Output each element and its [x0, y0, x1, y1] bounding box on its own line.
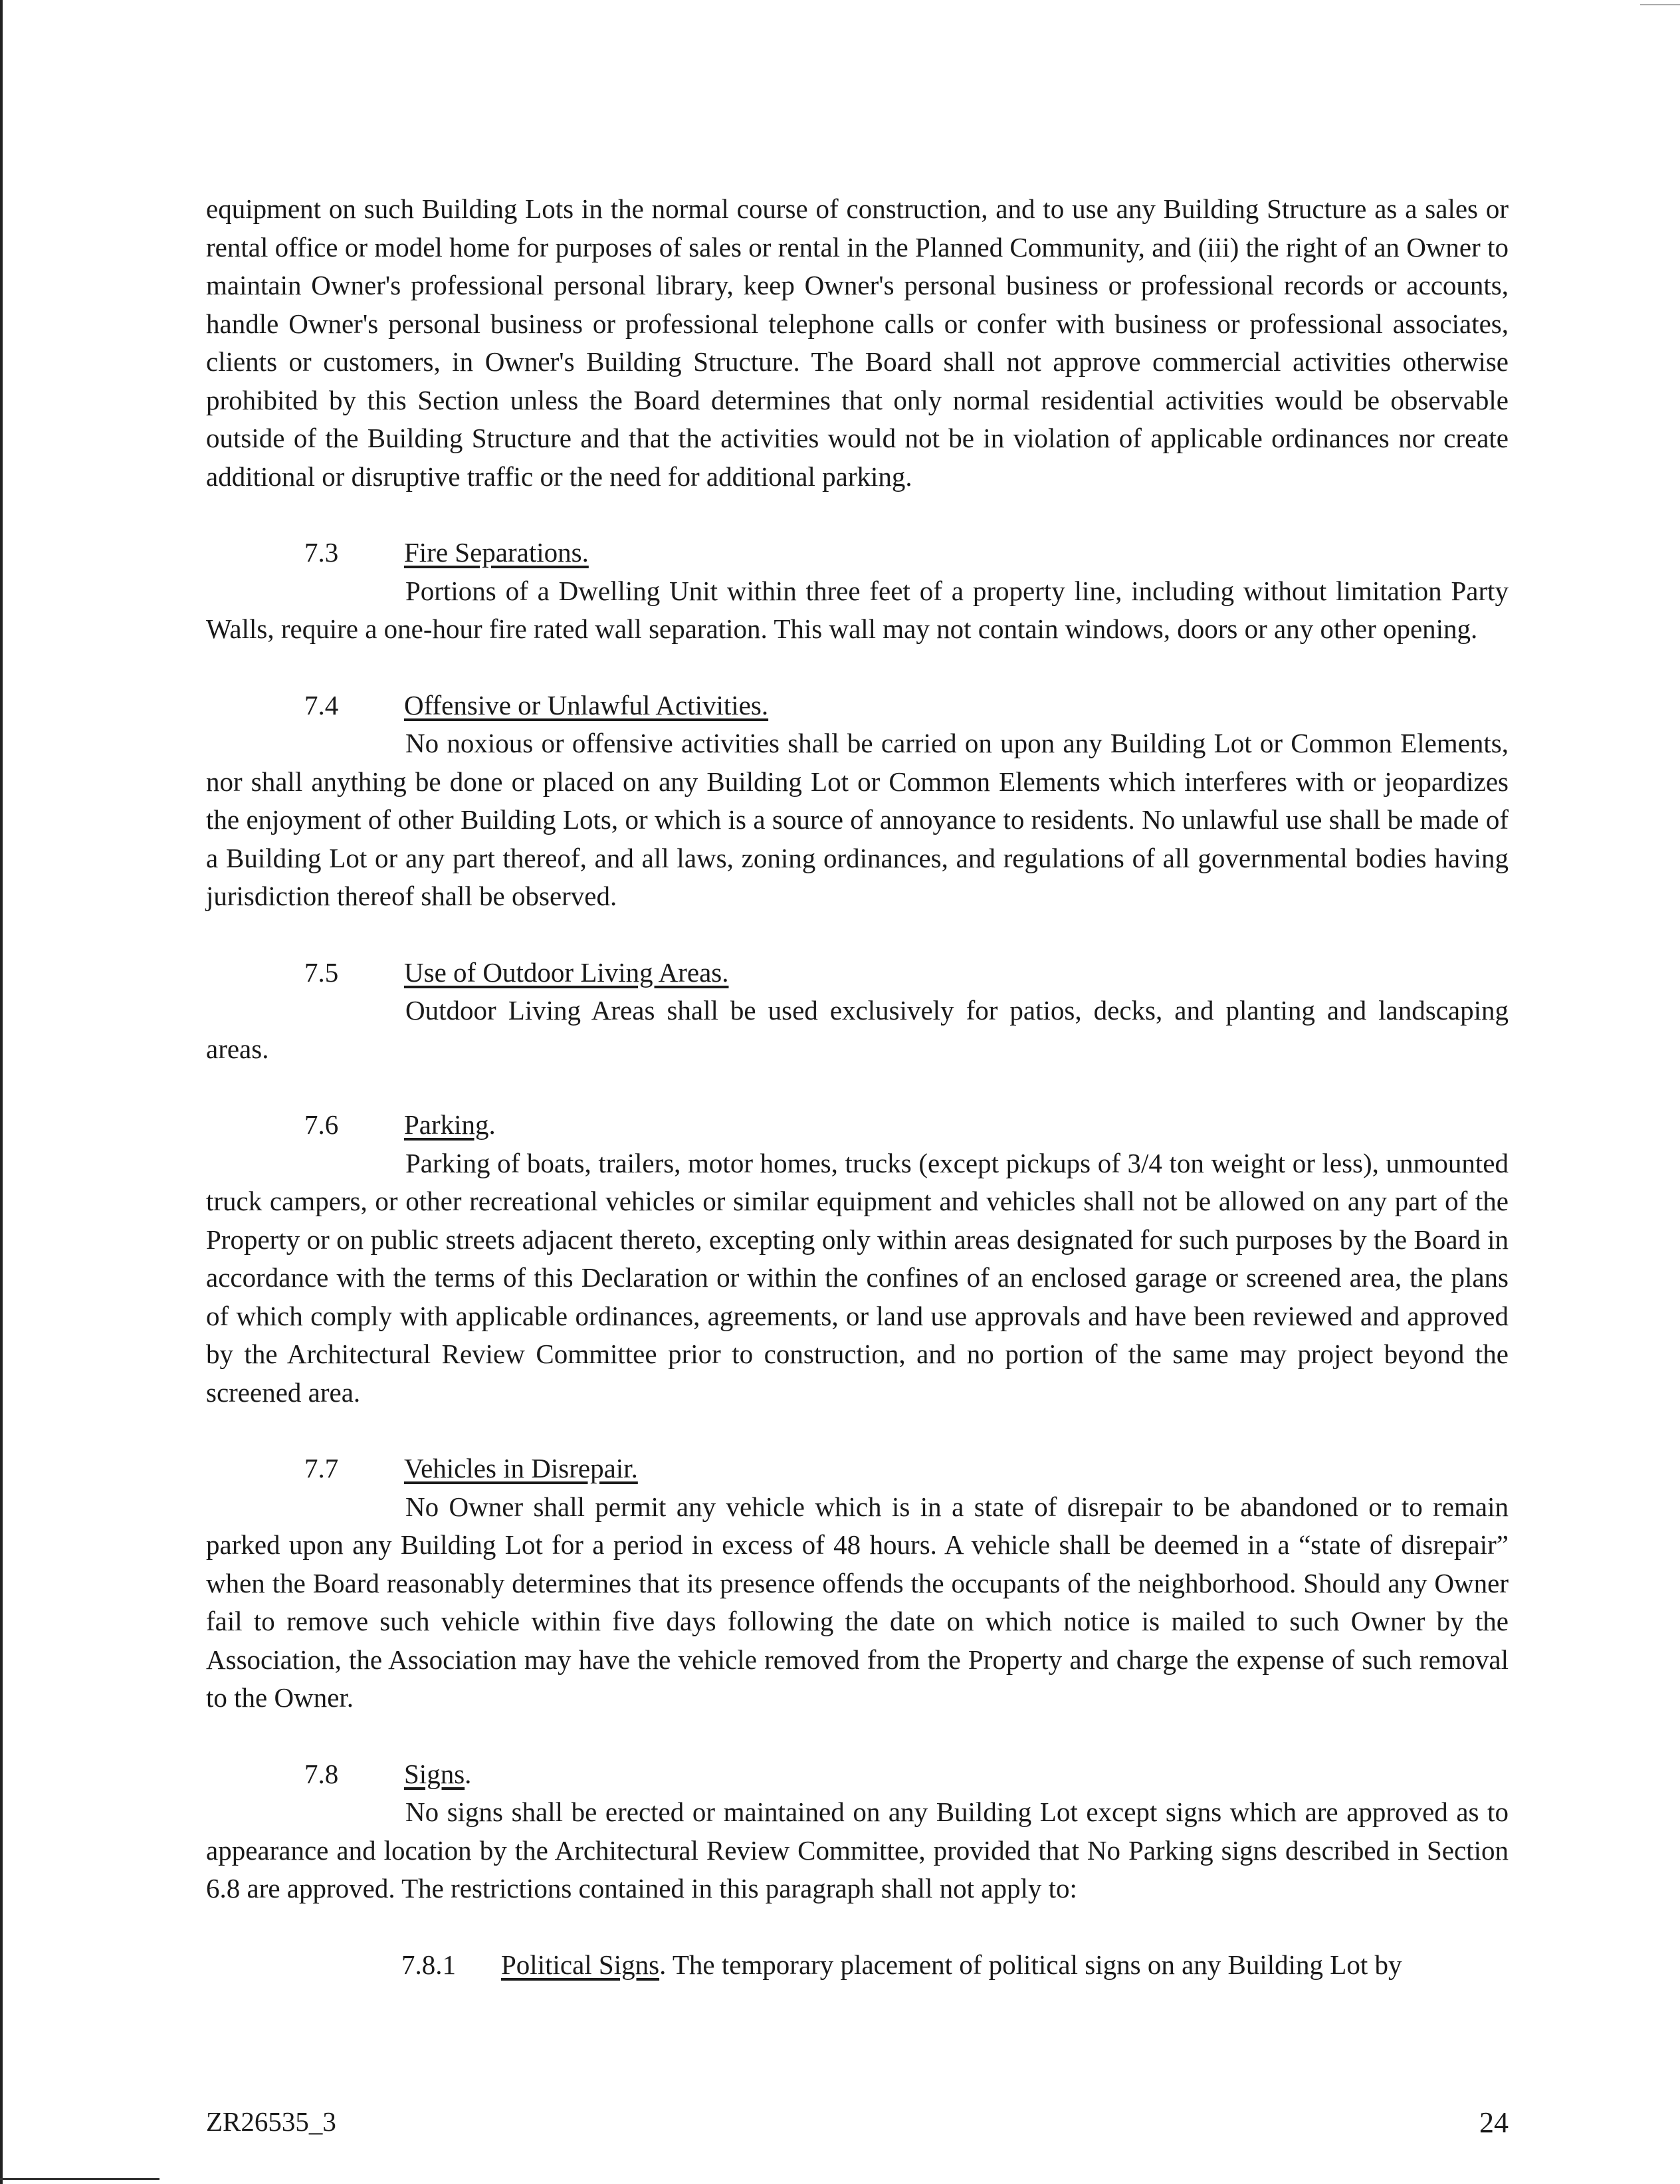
section-heading — [206, 1450, 1509, 1488]
intro-paragraph: equipment on such Building Lots in the normal course of construction, and to use any Building Structure as a sales or rental office or model home for purposes of sales or rental in the Planned Community, and (iii) the right of an Owner to maintain Owner's professional personal library, keep Owner's personal business or professional records or accounts, handle Owner's personal business or professional telephone calls or confer with business or professional associates, clients or customers, in Owner's Building Structure. The Board shall not approve commercial activities otherwise prohibited by this Section unless the Board determines that only normal residential activities would be observable outside of the Building Structure and that the activities would not be in violation of applicable ordinances nor create additional or disruptive traffic or the need for additional parking. — [206, 193, 1509, 492]
page-number: 24 — [1479, 2106, 1509, 2139]
scan-left-edge — [0, 0, 3, 2184]
document-reference: ZR26535_3 — [206, 2106, 336, 2137]
section-7-8 — [206, 1755, 1509, 1908]
section-number: 7.8 — [304, 1758, 339, 1789]
section-title-suffix: . — [465, 1758, 472, 1789]
section-title: Offensive or Unlawful Activities. — [404, 689, 769, 720]
section-title: Vehicles in Disrepair. — [404, 1453, 638, 1483]
section-body: Portions of a Dwelling Unit within three feet of a property line, including without limitation Party Walls, require a one-hour fire rated wall separation. This wall may not contain windows, doors or any other opening. — [206, 575, 1509, 644]
subsection-title: Political Signs — [501, 1949, 660, 1980]
section-number: 7.6 — [304, 1109, 339, 1140]
scan-top-mark — [1640, 4, 1680, 5]
subsection-7-8-1 — [206, 1946, 1509, 1985]
section-body: Parking of boats, trailers, motor homes, trucks (except pickups of 3/4 ton weight or less), unmounted truck campers, or other recreational vehicles or similar equipment and vehicles shall not be allowed on any part of the Property or on public streets adjacent thereto, excepting only within areas designated for such purposes by the Board in accordance with the terms of this Declaration or within the confines of an enclosed garage or screened area, the plans of which comply with applicable ordinances, agreements, or land use approvals and have been reviewed and approved by the Architectural Review Committee prior to construction, and no portion of the same may project beyond the screened area. — [206, 1147, 1509, 1408]
section-heading — [206, 687, 1509, 725]
section-title: Parking — [404, 1109, 489, 1140]
section-title: Fire Separations. — [404, 537, 589, 568]
section-number: 7.7 — [304, 1453, 339, 1483]
scan-bottom-edge — [0, 2178, 159, 2180]
section-7-5 — [206, 954, 1509, 1069]
section-title: Use of Outdoor Living Areas. — [404, 956, 729, 988]
section-heading — [206, 954, 1509, 992]
section-7-4 — [206, 687, 1509, 916]
subsection-number: 7.8.1 — [401, 1949, 456, 1980]
section-body: No signs shall be erected or maintained on any Building Lot except signs which are approved as to appearance and location by the Architectural Review Committee, provided that No Parking signs described in Section 6.8 are approved. The restrictions contained in this paragraph shall not apply to: — [206, 1797, 1509, 1904]
section-body: Outdoor Living Areas shall be used exclusively for patios, decks, and planting and landscaping areas. — [206, 995, 1509, 1064]
section-body: No noxious or offensive activities shall be carried on upon any Building Lot or Common Elements, nor shall anything be done or placed on any Building Lot or Common Elements which interferes with or jeopardizes the enjoyment of other Building Lots, or which is a source of annoyance to residents. No unlawful use shall be made of a Building Lot or any part thereof, and all laws, zoning ordinances, and regulations of all governmental bodies having jurisdiction thereof shall be observed. — [206, 728, 1509, 911]
subsection-text: . The temporary placement of political signs on any Building Lot by — [659, 1949, 1402, 1980]
section-7-7 — [206, 1450, 1509, 1717]
document-page — [206, 190, 1509, 1984]
section-title-suffix: . — [488, 1109, 496, 1140]
section-number: 7.3 — [304, 537, 339, 568]
section-heading — [206, 534, 1509, 572]
section-body: No Owner shall permit any vehicle which is in a state of disrepair to be abandoned or to remain parked upon any Building Lot for a period in excess of 48 hours. A vehicle shall be deemed in a “state of disrepair” when the Board reasonably determines that its presence offends the occupants of the neighborhood. Should any Owner fail to remove such vehicle within five days following the date on which notice is mailed to such Owner by the Association, the Association may have the vehicle removed from the Property and charge the expense of such removal to the Owner. — [206, 1491, 1509, 1713]
section-heading — [206, 1106, 1509, 1145]
section-title: Signs — [404, 1758, 465, 1789]
section-7-3 — [206, 534, 1509, 649]
section-7-6 — [206, 1106, 1509, 1412]
section-number: 7.4 — [304, 689, 339, 720]
section-heading — [206, 1755, 1509, 1794]
section-number: 7.5 — [304, 956, 339, 988]
